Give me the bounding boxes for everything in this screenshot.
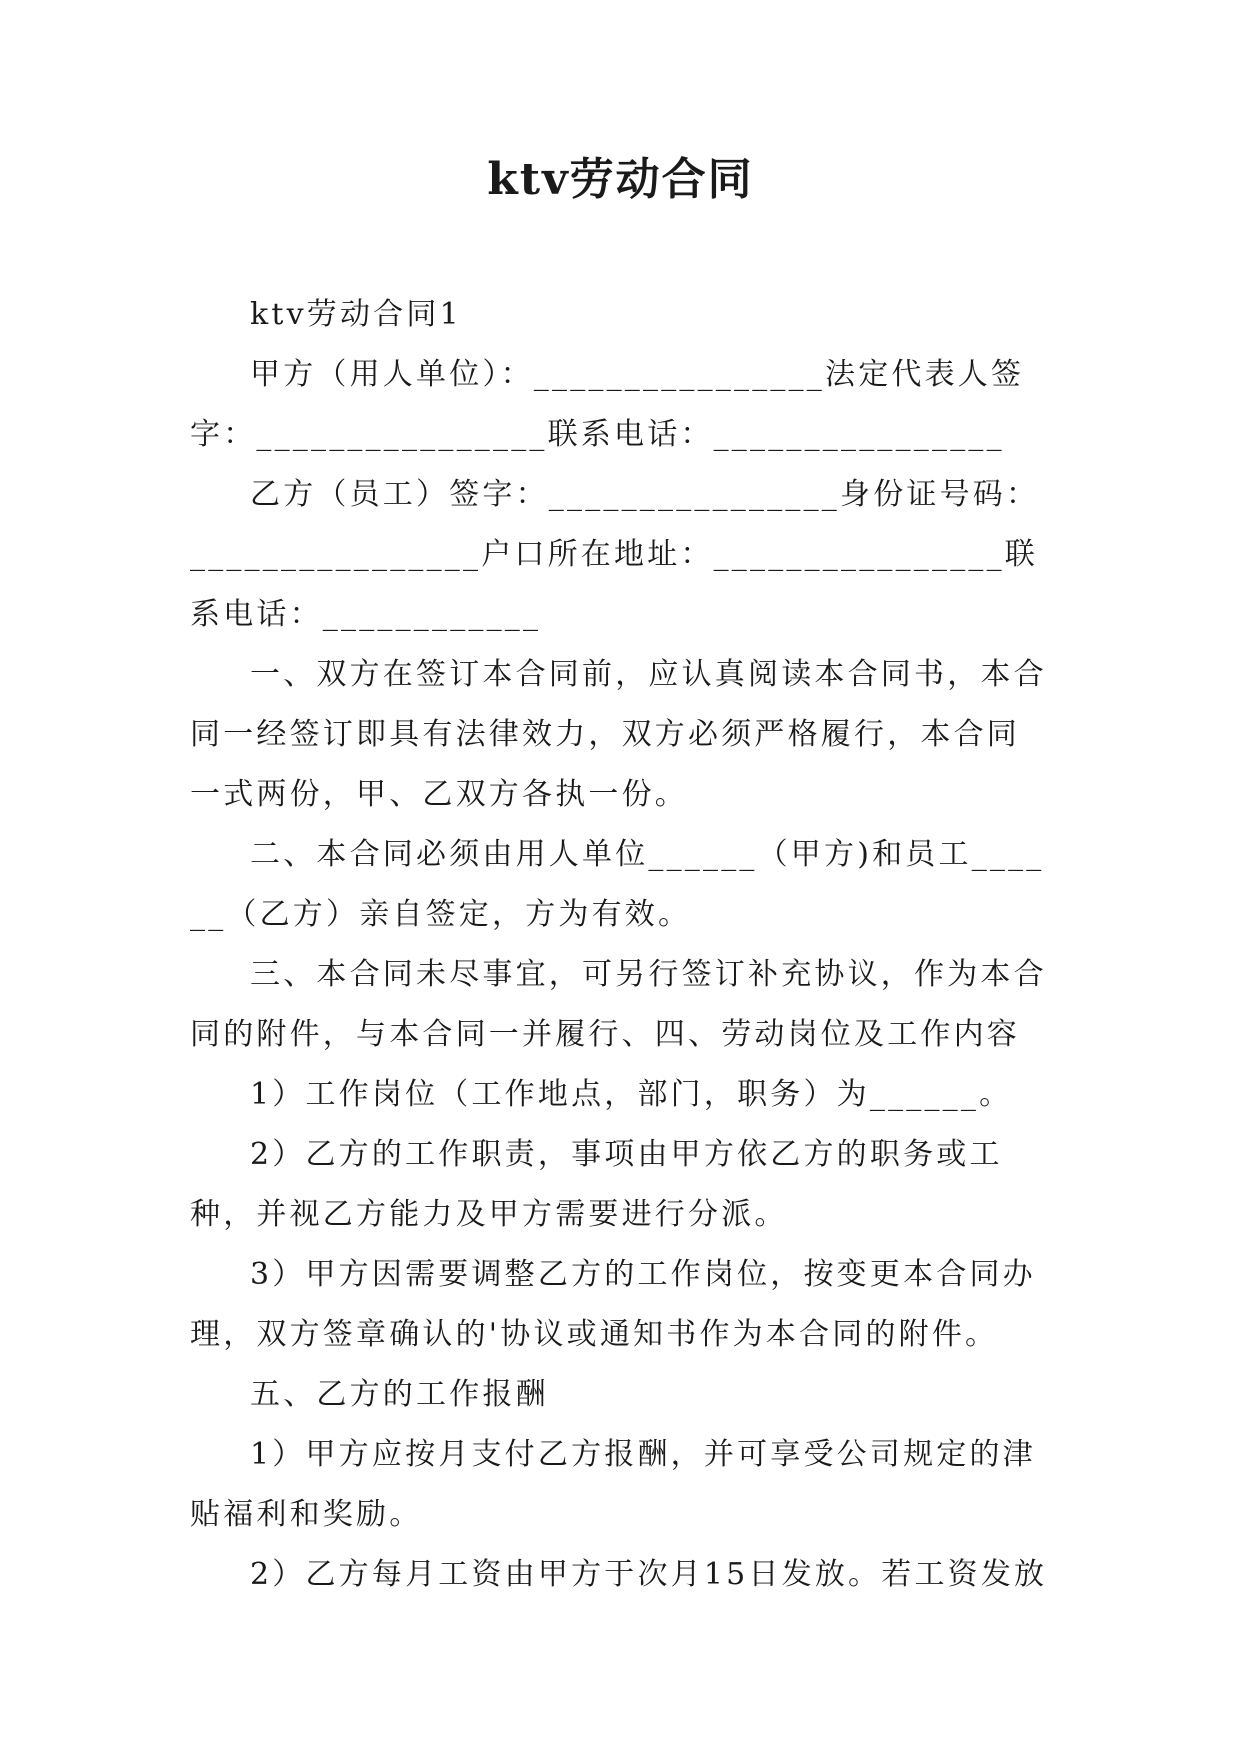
document-body <box>190 285 1050 1605</box>
clause-4-item-2: 2）乙方的工作职责，事项由甲方依乙方的职务或工种，并视乙方能力及甲方需要进行分派。 <box>190 1137 1003 1232</box>
clause-4-item-3: 3）甲方因需要调整乙方的工作岗位，按变更本合同办理，双方签章确认的'协议或通知书作为本合同的附件。 <box>190 1257 1036 1352</box>
document-title: ktv劳动合同 <box>487 154 754 205</box>
contract-subtitle: ktv劳动合同1 <box>250 297 462 332</box>
party-b-line: 乙方（员工）签字：________________身份证号码：________________户口所在地址：________________联系电话：____________ <box>190 477 1040 632</box>
clause-5-item-1: 1）甲方应按月支付乙方报酬，并可享受公司规定的津贴福利和奖励。 <box>190 1437 1036 1532</box>
clause-4-item-1: 1）工作岗位（工作地点，部门，职务）为______。 <box>250 1077 1013 1112</box>
clause-1: 一、双方在签订本合同前，应认真阅读本合同书，本合同一经签订即具有法律效力，双方必须严格履行，本合同一式两份，甲、乙双方各执一份。 <box>190 657 1047 812</box>
clause-5-item-2: 2）乙方每月工资由甲方于次月15日发放。若工资发放 <box>250 1557 1048 1592</box>
clause-3: 三、本合同未尽事宜，可另行签订补充协议，作为本合同的附件，与本合同一并履行、四、劳动岗位及工作内容 <box>190 957 1047 1052</box>
party-a-line: 甲方（用人单位）：________________法定代表人签字：________________联系电话：________________ <box>190 357 1025 452</box>
clause-5-heading: 五、乙方的工作报酬 <box>250 1377 549 1412</box>
clause-2: 二、本合同必须由用人单位______（甲方)和员工______（乙方）亲自签定，方为有效。 <box>190 837 1045 932</box>
